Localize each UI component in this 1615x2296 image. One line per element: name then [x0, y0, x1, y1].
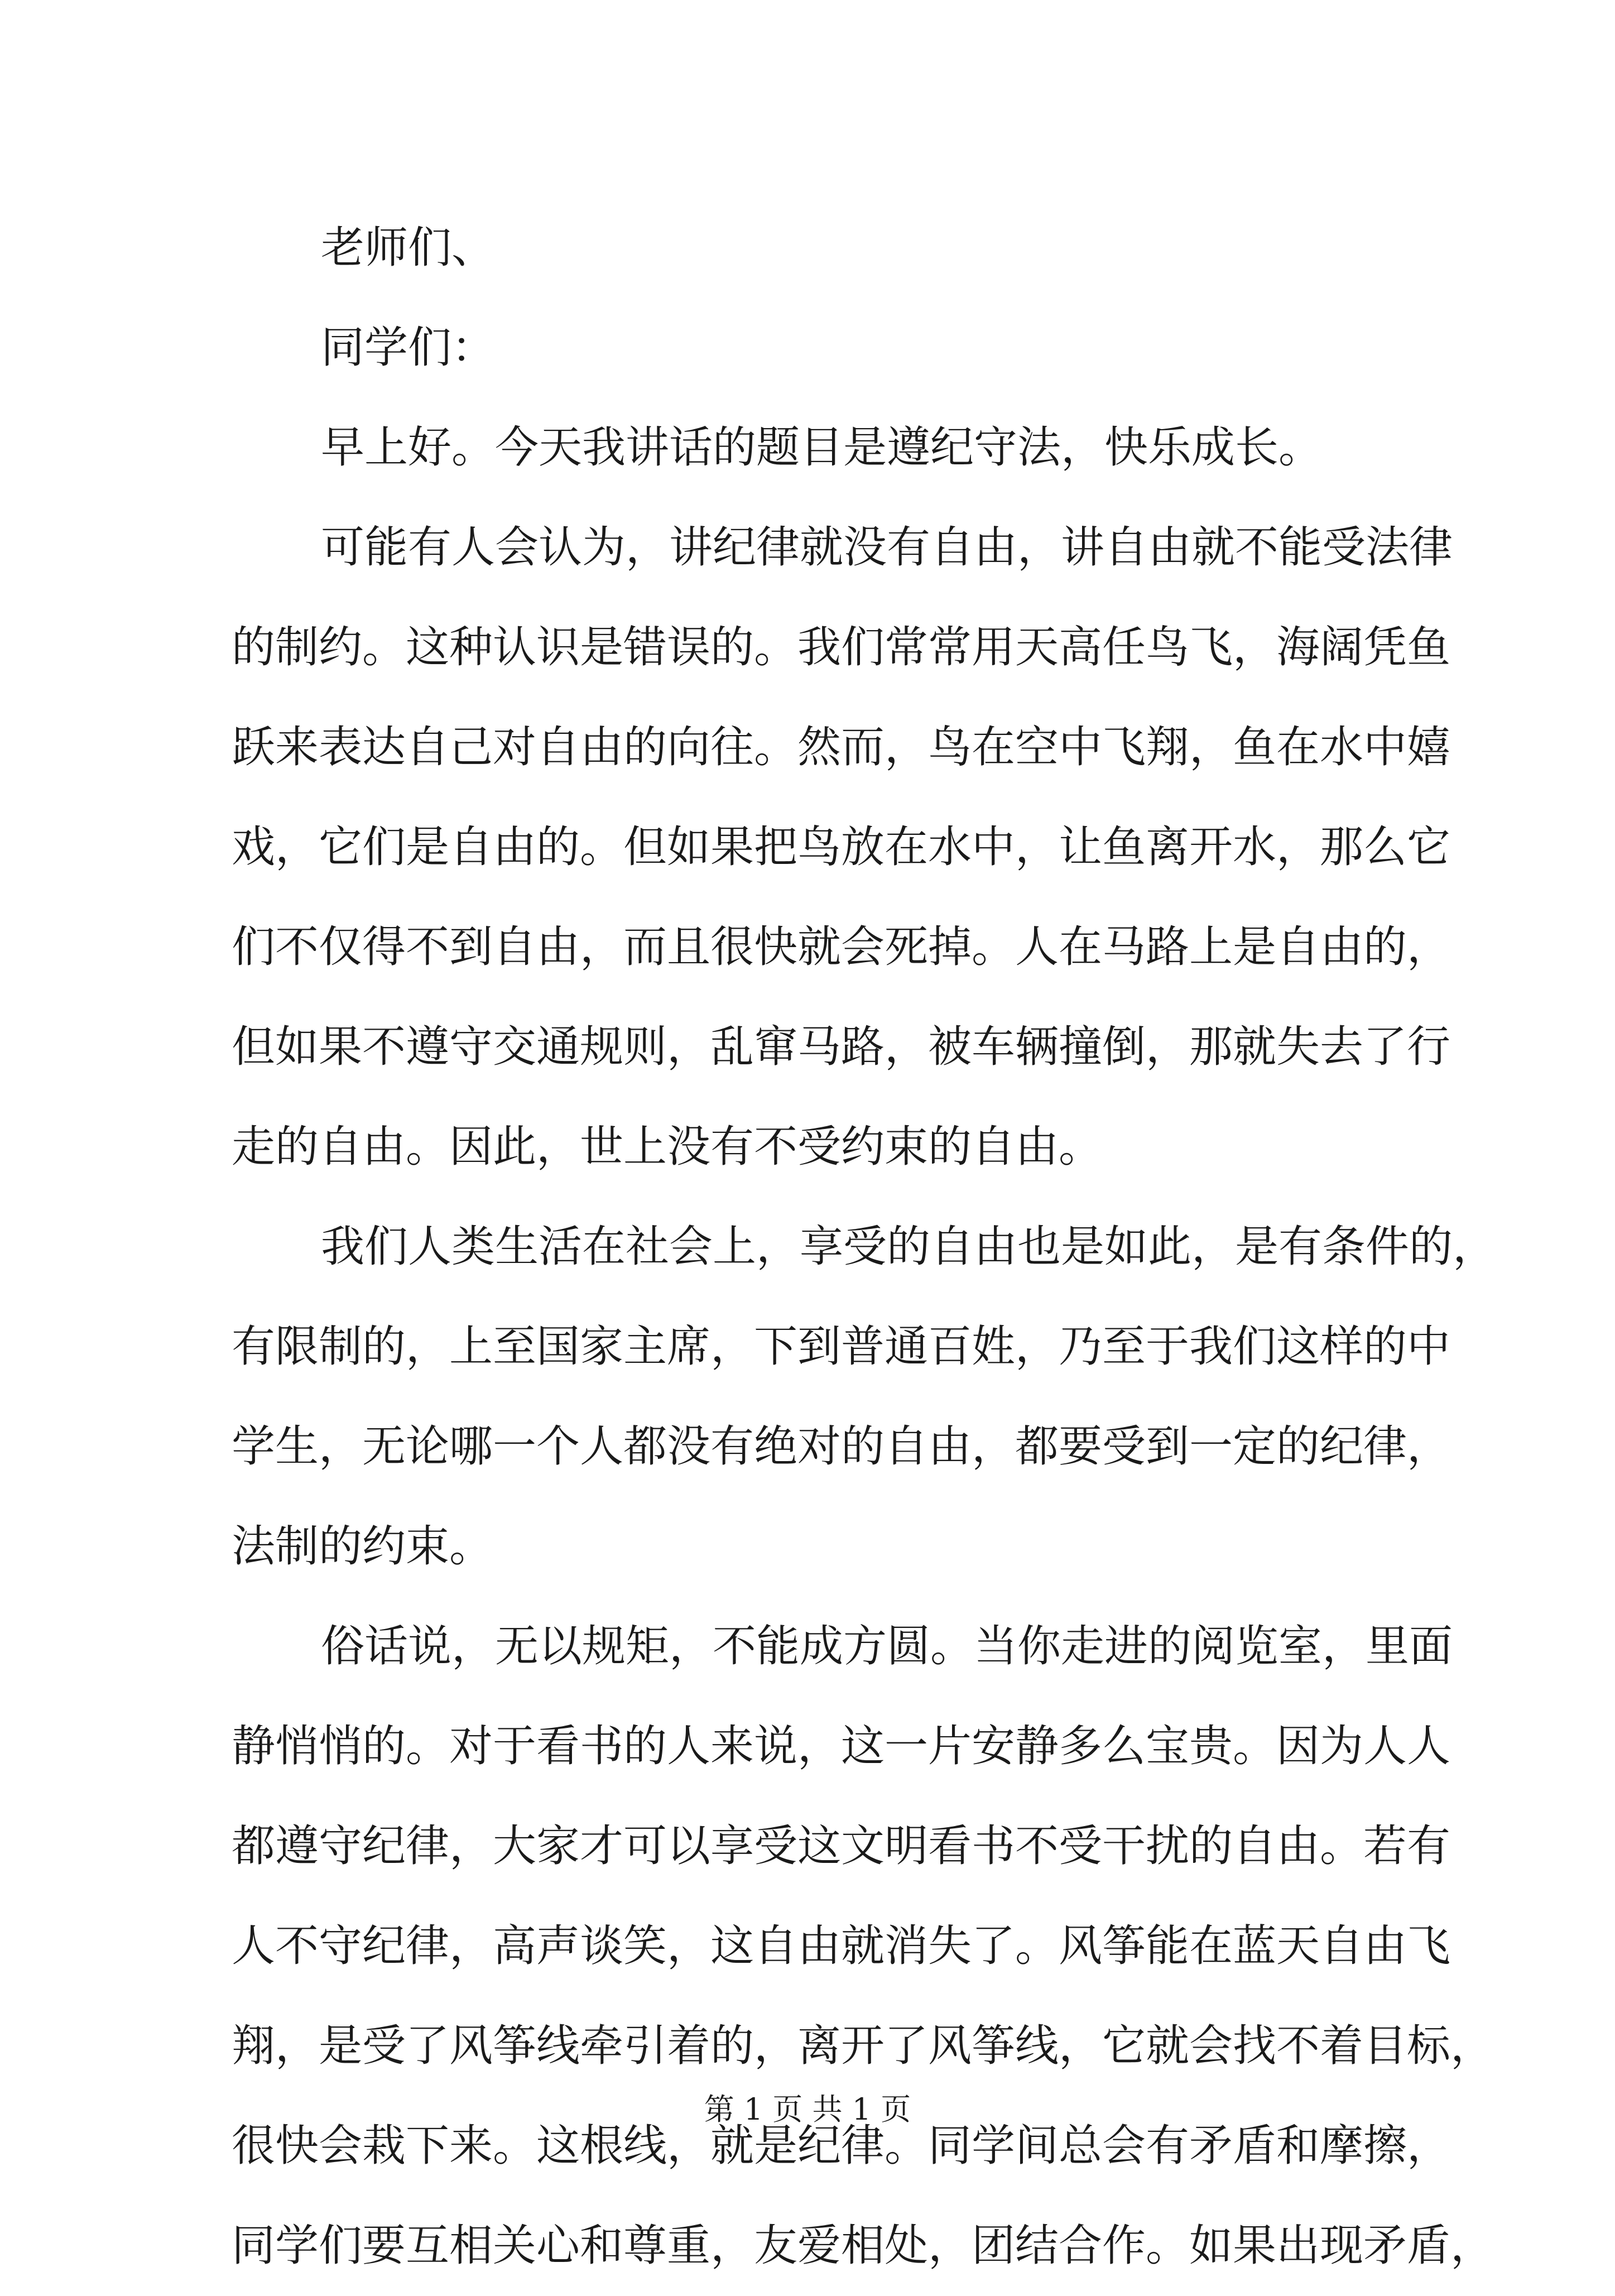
- text-line: 都遵守纪律，大家才可以享受这文明看书不受干扰的自由。若有: [232, 1821, 1451, 1871]
- text-line: 学生，无论哪一个人都没有绝对的自由，都要受到一定的纪律，: [232, 1421, 1451, 1472]
- text-line: 但如果不遵守交通规则，乱窜马路，被车辆撞倒，那就失去了行: [232, 1022, 1451, 1072]
- text-line: 可能有人会认为，讲纪律就没有自由，讲自由就不能受法律: [321, 522, 1453, 573]
- text-line: 们不仅得不到自由，而且很快就会死掉。人在马路上是自由的，: [232, 922, 1451, 972]
- document-body: [232, 198, 1497, 2296]
- text-line: 同学们要互相关心和尊重，友爱相处，团结合作。如果出现矛盾，: [232, 2221, 1494, 2271]
- text-line: 早上好。今天我讲话的题目是遵纪守法，快乐成长。: [321, 422, 1323, 473]
- text-line: 的制约。这种认识是错误的。我们常常用天高任鸟飞，海阔凭鱼: [232, 622, 1451, 673]
- text-line: 静悄悄的。对于看书的人来说，这一片安静多么宝贵。因为人人: [232, 1721, 1451, 1771]
- text-line: 法制的约束。: [232, 1521, 493, 1572]
- text-line: 有限制的，上至国家主席，下到普通百姓，乃至于我们这样的中: [232, 1322, 1451, 1372]
- text-line: 翔，是受了风筝线牵引着的，离开了风筝线，它就会找不着目标，: [232, 2021, 1494, 2071]
- text-line: 俗话说，无以规矩，不能成方圆。当你走进的阅览室，里面: [321, 1621, 1453, 1671]
- text-line: 跃来表达自己对自由的向往。然而，鸟在空中飞翔，鱼在水中嬉: [232, 722, 1451, 772]
- text-line: 很快会栽下来。这根线，就是纪律。同学间总会有矛盾和摩擦，: [232, 2121, 1451, 2171]
- text-line: 戏，它们是自由的。但如果把鸟放在水中，让鱼离开水，那么它: [232, 822, 1451, 872]
- text-line: 人不守纪律，高声谈笑，这自由就消失了。风筝能在蓝天自由飞: [232, 1921, 1451, 1971]
- text-line: 走的自由。因此，世上没有不受约束的自由。: [232, 1122, 1103, 1172]
- text-line: 我们人类生活在社会上，享受的自由也是如此，是有条件的，: [321, 1222, 1497, 1272]
- page-footer: 第 1 页 共 1 页: [704, 2092, 911, 2127]
- text-line: 老师们、: [321, 223, 496, 273]
- text-line: 同学们：: [321, 323, 496, 373]
